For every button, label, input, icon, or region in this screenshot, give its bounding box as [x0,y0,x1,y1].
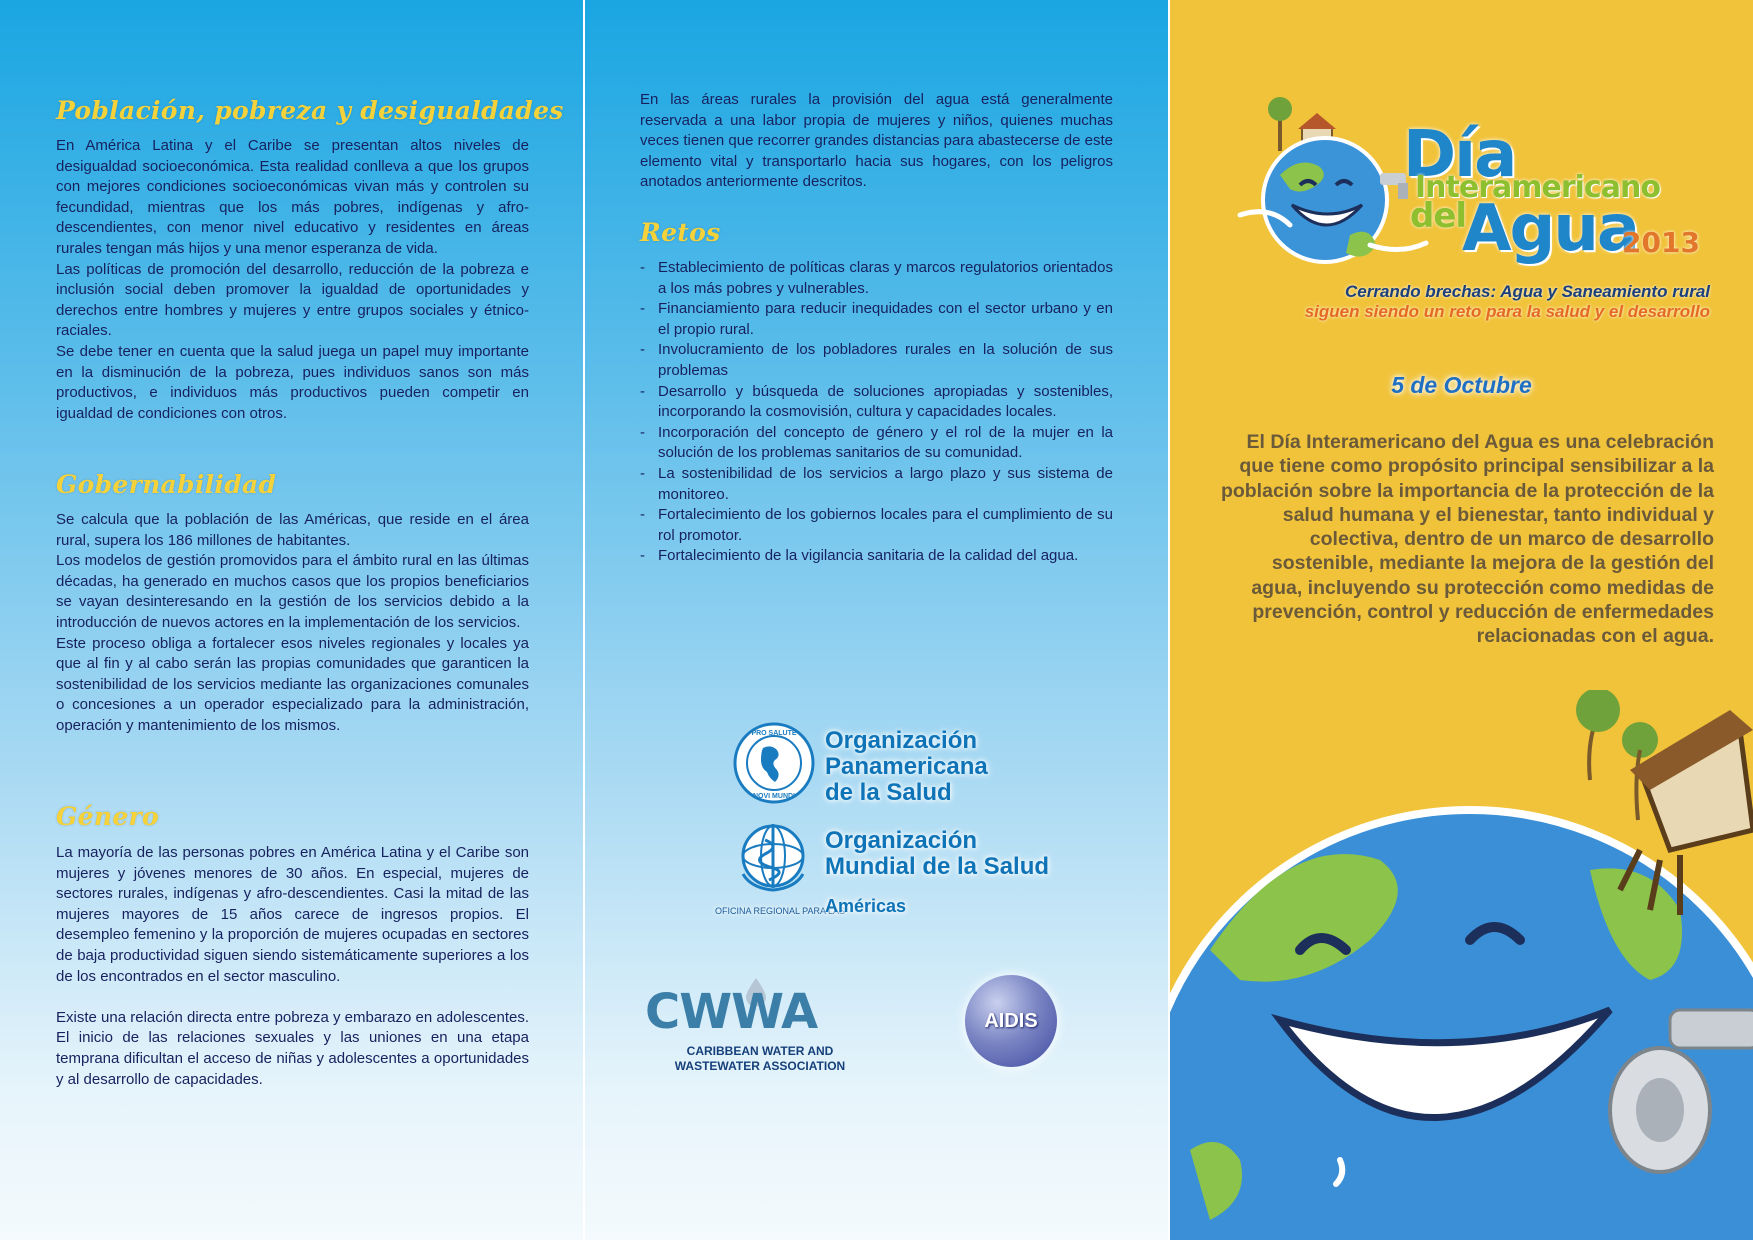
right-panel [1170,0,1753,1240]
tagline-line2: siguen siendo un reto para la salud y el desarrollo [1304,302,1710,321]
middle-panel [585,0,1168,1240]
ops-name [825,728,988,806]
oms-regional-prefix: OFICINA REGIONAL PARA LAS [715,906,846,916]
paragraph: Este proceso obliga a fortalecer esos niveles regionales y locales ya que al fin y al cabo serán las propias comunidades que garanticen la sostenibilidad de los servicios mediante las organizaciones comunales o concesiones a un operador especializado para la administración, operación y mantenimiento de los mismos. [56,634,529,734]
tree-icon [1576,690,1658,820]
oms-name [825,828,1049,880]
water-provision-paragraph: En las áreas rurales la provisión del agua está generalmente reservada a una labor propia de mujeres y niños, quienes muchas veces tienen que recorrer grandes distancias para abastecerse de este elemento vital y transportarlo hacia sus hogares, con los peligros anotados anteriormente descritos. [640,91,1113,191]
who-emblem-icon [735,818,811,894]
paragraph: La mayoría de las personas pobres en América Latina y el Caribe son mujeres y jóvenes menores de 30 años. En especial, mujeres de sectores rurales, indígenas y afro-descendientes. Casi la mitad de las mujeres mayores de 15 años carece de ingresos propios. El desempleo femenino y la proporción de mujeres ocupadas en sectores de baja productividad siguen siendo sistemáticamente superiores a los de los encontrados en el sector masculino. [56,844,529,985]
oms-regional-name: Américas [825,896,907,916]
section-body-gobernabilidad [56,510,529,737]
section-body-poblacion [56,136,529,424]
event-date: 5 de Octubre [1391,372,1532,398]
tagline-line1: Cerrando brechas: Agua y Saneamiento rural [1345,282,1710,301]
ops-name-line2: Panamericana [825,753,988,780]
left-panel [0,0,583,1240]
list-item: - La sostenibilidad de los servicios a largo plazo y sus sistema de monitoreo. [640,464,1113,505]
ops-name-line3: de la Salud [825,779,952,806]
aidis-label: AIDIS [984,1010,1038,1032]
title-year: 2013 [1622,226,1700,259]
paragraph: Las políticas de promoción del desarrollo, reducción de la pobreza e inclusión social deben promover la igualdad de oportunidades y derechos entre hombres y mujeres y entre grupos sociales y étnico-raciales. [56,260,529,340]
section-body-genero [56,843,529,1090]
section-heading-poblacion: Población, pobreza y desigualdades [56,96,564,125]
seal-top-text: PRO SALUTE [751,730,797,737]
pro-salute-seal-icon [733,722,815,804]
tree-icon [1268,97,1292,151]
seal-bottom-text: NOVI MUNDI [753,793,795,800]
title-del: del [1410,196,1467,236]
oms-name-line1: Organización [825,827,978,854]
large-globe-mascot-illustration [1170,690,1753,1240]
list-item: - Involucramiento de los pobladores rurales en la solución de sus problemas [640,340,1113,381]
cwwa-acronym: CWWA [645,984,818,1040]
section-heading-gobernabilidad: Gobernabilidad [56,470,277,499]
list-item: - Fortalecimiento de la vigilancia sanitaria de la calidad del agua. [640,546,1113,567]
paragraph: Se debe tener en cuenta que la salud juega un papel muy importante en la disminución de la pobreza, pues individuos sanos son más productivos, e individuos más productivos pueden competir en igualdad de condiciones con otros. [56,342,529,422]
retos-list [640,258,1113,567]
title-dia: Día [1403,118,1516,192]
oms-name-line2: Mundial de la Salud [825,853,1050,880]
paragraph: Existe una relación directa entre pobreza y embarazo en adolescentes. El inicio de las relaciones sexuales y las uniones en una etapa temprana dificultan el acceso de niñas y adolescentes a oportunidades y al desarrollo de capacidades. [56,1008,529,1088]
paragraph: Los modelos de gestión promovidos para el ámbito rural en las últimas décadas, ha generado en muchos casos que los propios beneficiarios se vayan desinteresando en la gestión de los servicios debido a la introducción de nuevos actores en la implementación de los servicios. [56,552,529,631]
ops-name-line1: Organización [825,727,978,754]
section-heading-retos: Retos [640,218,721,247]
list-item: - Incorporación del concepto de género y el rol de la mujer en la solución de los problemas sanitarios de su comunidad. [640,423,1113,464]
title-interamericano: Interamericano [1415,170,1660,205]
paragraph: En América Latina y el Caribe se presentan altos niveles de desigualdad socioeconómica. Esta realidad conlleva a que los grupos con mejores condiciones socioeconómicas vivan más y controlen su fecundidad, mientras que los más pobres, indígenas y afro-descendientes, con menor nivel educativo y residentes en áreas rurales tengan más hijos y una menor esperanza de vida. [56,137,529,257]
cwwa-line1: CARIBBEAN WATER AND [686,1044,834,1058]
list-item: - Financiamiento para reducir inequidades con el sector urbano y en el propio rural. [640,299,1113,340]
cwwa-full-name [640,1044,880,1074]
list-item: - Desarrollo y búsqueda de soluciones apropiadas y sostenibles, incorporando la cosmovisión, cultura y capacidades locales. [640,382,1113,423]
paragraph: Se calcula que la población de las Américas, que reside en el área rural, supera los 186 millones de habitantes. [56,511,529,549]
list-item: - Establecimiento de políticas claras y marcos regulatorios orientados a los más pobres y vulnerables. [640,258,1113,299]
title-agua: Agua [1462,192,1639,266]
globe-mascot-icon [1230,95,1430,285]
section-heading-genero: Género [56,802,159,831]
list-item: - Fortalecimiento de los gobiernos locales para el cumplimiento de su rol promotor. [640,505,1113,546]
event-description: El Día Interamericano del Agua es una celebración que tiene como propósito principal sensibilizar a la población sobre la importancia de la protección de la salud humana y el bienestar, tanto individual y colectiva, dentro de un marco de desarrollo sostenible, mediante la mejora de la gestión del agua, incluyendo su protección como medidas de prevención, control y reducción de enfermedades relacionadas con el agua. [1220,431,1714,648]
cwwa-line2: WASTEWATER ASSOCIATION [674,1059,846,1073]
